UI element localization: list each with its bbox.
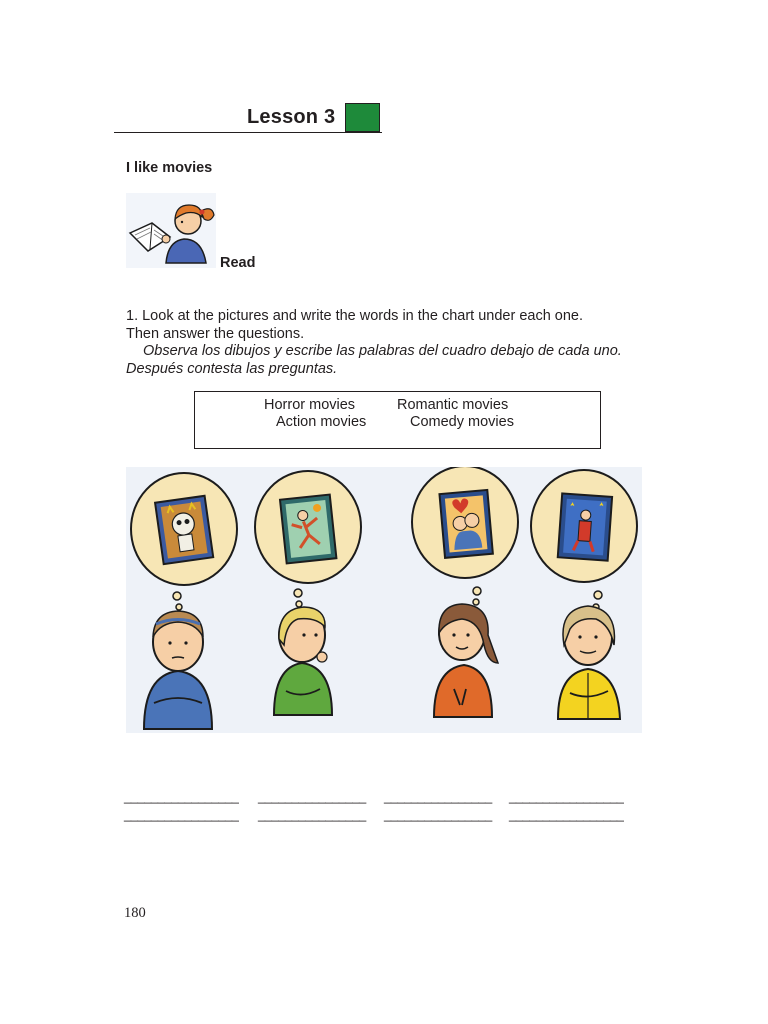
horror-person-icon	[144, 611, 212, 729]
answer-line-2-4[interactable]: _________________	[509, 807, 624, 822]
answer-line-1-4[interactable]: _________________	[509, 789, 624, 804]
answer-line-2-1[interactable]: _________________	[124, 807, 239, 822]
answer-line-1-3[interactable]: ________________	[384, 789, 492, 804]
comedy-poster-clown-icon	[558, 493, 612, 560]
word-box	[194, 391, 601, 449]
header-rule	[114, 132, 382, 133]
horror-poster-skull-icon	[155, 496, 213, 564]
action-person-icon	[274, 607, 332, 715]
word-action: Action movies	[276, 414, 367, 430]
section-title: I like movies	[126, 160, 213, 176]
word-comedy: Comedy movies	[410, 414, 514, 430]
movie-characters-illustration	[126, 467, 642, 733]
word-romantic: Romantic movies	[397, 397, 509, 413]
girl-reading-book-icon	[126, 193, 216, 268]
instruction-spanish: Observa los dibujos y escribe las palabras del cuadro debajo de cada uno. Después contesta las preguntas.	[126, 343, 622, 377]
lesson-title: Lesson 3	[247, 106, 336, 128]
comedy-character	[531, 470, 637, 719]
lesson-color-tab	[345, 103, 380, 132]
romantic-poster-couple-icon	[439, 490, 492, 558]
word-horror: Horror movies	[264, 397, 356, 413]
instruction-english	[126, 308, 626, 343]
read-label: Read	[220, 255, 256, 271]
page-number: 180	[124, 905, 146, 921]
horror-character	[131, 473, 237, 729]
answer-line-2-3[interactable]: ________________	[384, 807, 492, 822]
romantic-person-icon	[434, 604, 498, 717]
comedy-person-icon	[558, 606, 620, 719]
action-poster-running-man-icon	[280, 495, 336, 564]
action-character	[255, 471, 361, 715]
romantic-character	[412, 467, 518, 717]
instruction-line-1: 1. Look at the pictures and write the words in the chart under each one.	[126, 308, 584, 324]
instruction-line-2: Then answer the questions.	[126, 325, 305, 342]
answer-line-2-2[interactable]: ________________	[258, 807, 366, 822]
answer-line-1-1[interactable]: _________________	[124, 789, 239, 804]
answer-line-1-2[interactable]: ________________	[258, 789, 366, 804]
